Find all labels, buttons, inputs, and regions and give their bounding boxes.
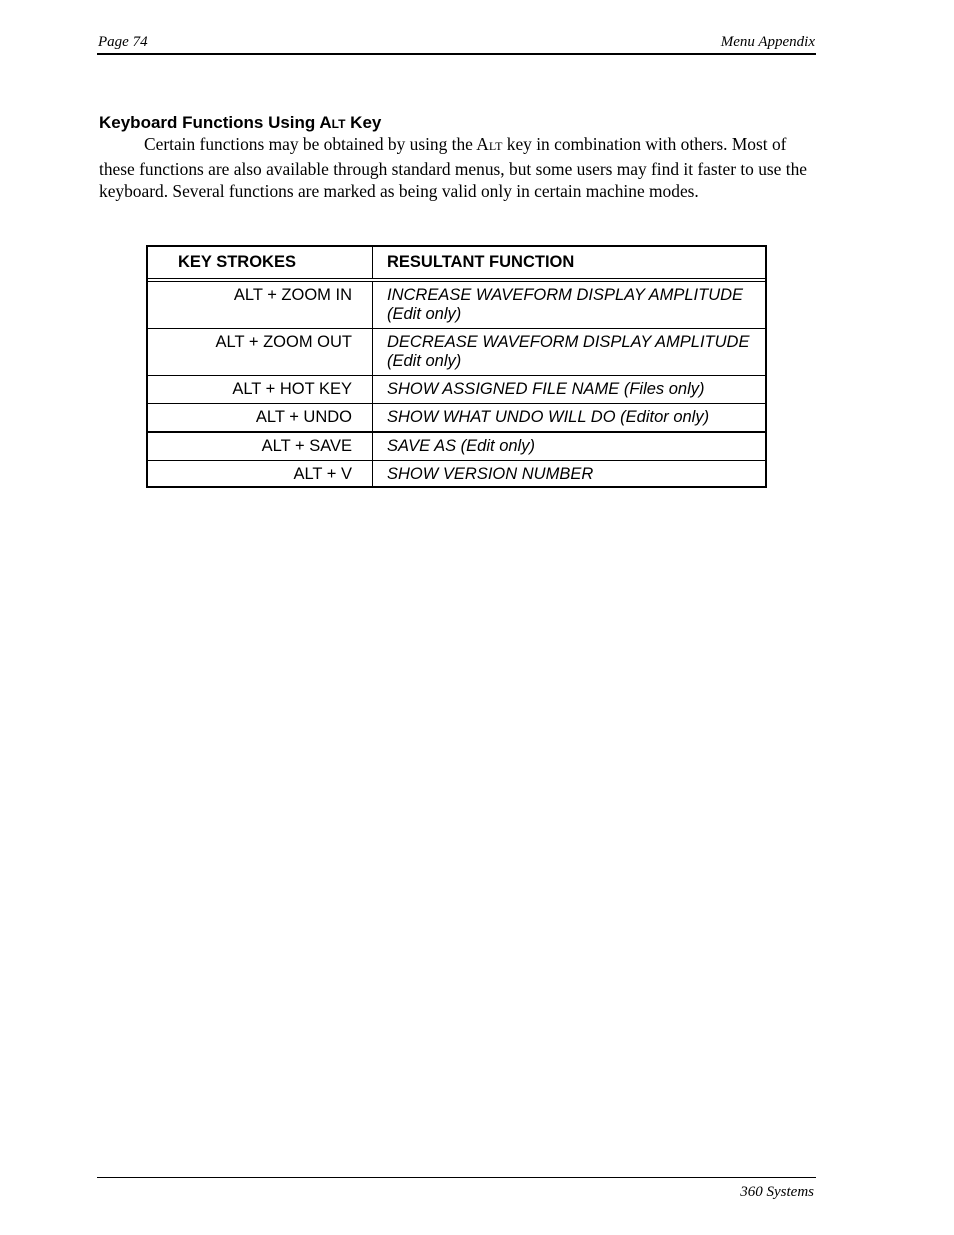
key-stroke-cell: ALT + V — [148, 461, 373, 489]
function-cell: SHOW VERSION NUMBER — [387, 465, 594, 483]
header-key-strokes: KEY STROKES — [148, 247, 373, 280]
key-stroke-cell: ALT + ZOOM IN — [148, 280, 373, 329]
section-title-alt-a: A — [319, 113, 332, 132]
page-header — [97, 33, 816, 55]
paragraph-part-1: Certain functions may be obtained by using the — [144, 134, 477, 154]
intro-paragraph — [99, 133, 824, 203]
paragraph-part-2: key in combination with others. Most of these functions are also available through standard menus, but some users may find it faster to use the keyboard. Several functions are marked as being valid only in certain machine modes. — [99, 134, 807, 202]
table-row — [148, 461, 765, 489]
header-resultant-function: RESULTANT FUNCTION — [373, 247, 766, 280]
section-title — [99, 113, 381, 133]
table-row — [148, 404, 765, 433]
key-stroke-cell: ALT + SAVE — [148, 432, 373, 461]
keyboard-functions-table — [146, 245, 767, 488]
table-row — [148, 280, 765, 329]
key-stroke-cell: ALT + UNDO — [148, 404, 373, 433]
paragraph-alt-rest: LT — [488, 139, 503, 153]
function-cell: SHOW WHAT UNDO WILL DO (Editor only) — [373, 404, 766, 433]
company-name: 360 Systems — [740, 1184, 814, 1200]
section-title-alt-rest: LT — [331, 117, 346, 131]
section-title-text: Keyboard Functions Using — [99, 113, 320, 132]
table-row — [148, 432, 765, 461]
table-row — [148, 376, 765, 404]
page-footer — [97, 1177, 816, 1200]
function-cell: SAVE AS (Edit only) — [373, 432, 766, 461]
paragraph-alt-a: A — [476, 134, 489, 154]
page-number: Page 74 — [98, 34, 148, 50]
chapter-title: Menu Appendix — [720, 34, 815, 50]
key-stroke-cell: ALT + HOT KEY — [148, 376, 373, 404]
function-cell: SHOW ASSIGNED FILE NAME (Files only) — [373, 376, 766, 404]
key-stroke-cell: ALT + ZOOM OUT — [148, 329, 373, 376]
function-cell: INCREASE WAVEFORM DISPLAY AMPLITUDE (Edit only) — [373, 280, 766, 329]
section-title-key: Key — [345, 113, 382, 132]
function-cell: DECREASE WAVEFORM DISPLAY AMPLITUDE (Edit only) — [373, 329, 766, 376]
table-row — [148, 329, 765, 376]
